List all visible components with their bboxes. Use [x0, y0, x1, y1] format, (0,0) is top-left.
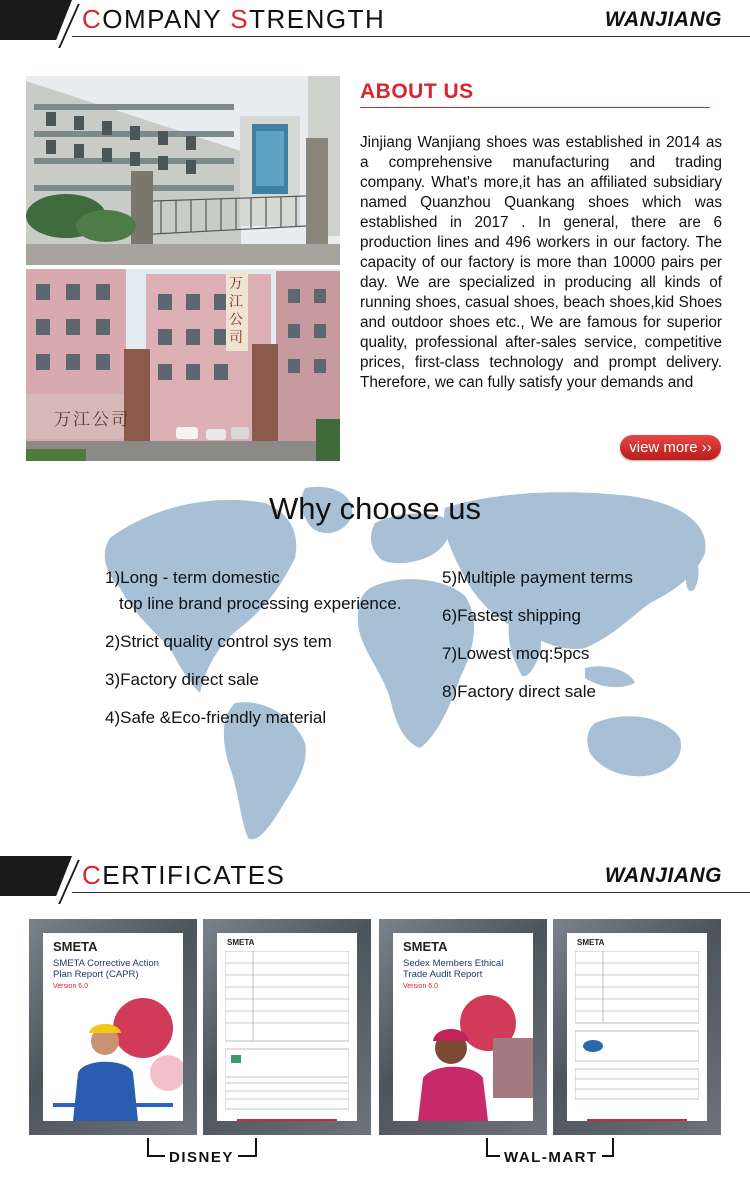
why-item-2: 2)Strict quality control sys tem [105, 632, 332, 651]
form-table [225, 951, 349, 1111]
brand-name: WANJIANG [604, 8, 722, 31]
worker-photo [393, 993, 533, 1121]
section-title: COMPANY STRENGTH [82, 4, 386, 34]
why-item-5: 5)Multiple payment terms [442, 568, 633, 587]
label-disney: DISNEY [165, 1149, 238, 1166]
section-title: CERTIFICATES [82, 860, 286, 890]
header-black-tab [0, 856, 72, 896]
why-item-7: 7)Lowest moq:5pcs [442, 644, 590, 663]
about-title: ABOUT US [360, 80, 474, 103]
header-rule [72, 892, 750, 893]
factory-gate-image [26, 76, 340, 265]
footer-line [237, 1119, 337, 1121]
why-item-3: 3)Factory direct sale [105, 670, 259, 689]
smeta-logo: SMETA [53, 939, 98, 954]
world-map-image [90, 478, 740, 848]
certificates-header [0, 856, 750, 904]
brand-name: WANJIANG [604, 864, 722, 887]
header-black-tab [0, 0, 72, 40]
company-sign-top: 万江公司 [229, 276, 243, 346]
label-walmart: WAL-MART [500, 1149, 602, 1166]
certificate-version: Version 6.0 [403, 983, 439, 990]
certificate-document [43, 933, 183, 1121]
certificate-document [567, 933, 707, 1121]
header-rule [72, 36, 750, 37]
certificate-frame-1 [29, 919, 197, 1135]
worker-photo [43, 993, 183, 1121]
smeta-logo-small: SMETA [227, 938, 255, 947]
company-strength-header [0, 0, 750, 48]
certificate-document [217, 933, 357, 1121]
view-more-button[interactable]: view more ›› [620, 435, 721, 460]
company-sign-bottom: 万江公司 [54, 410, 130, 430]
certificate-document [393, 933, 533, 1121]
factory-photo-gate [26, 76, 340, 265]
why-item-1: 1)Long - term domestic [105, 568, 280, 587]
why-item-4: 4)Safe &Eco-friendly material [105, 708, 327, 727]
form-table [575, 951, 699, 1111]
certificate-version: Version 6.0 [53, 983, 89, 990]
why-item-1-cont: top line brand processing experience. [119, 594, 402, 613]
certificate-title: Sedex Members Ethical Trade Audit Report [403, 958, 504, 980]
why-choose-us-title: Why choose us [269, 491, 481, 526]
footer-line [587, 1119, 687, 1121]
certificate-title: SMETA Corrective Action Plan Report (CAPR) [53, 958, 159, 980]
why-item-6: 6)Fastest shipping [442, 606, 581, 625]
certificate-frame-2 [203, 919, 371, 1135]
about-title-rule [360, 107, 710, 108]
smeta-logo: SMETA [403, 939, 448, 954]
smeta-logo-small: SMETA [577, 938, 605, 947]
certificate-frame-3 [379, 919, 547, 1135]
about-body: Jinjiang Wanjiang shoes was established in 2014 as a comprehensive manufacturing and trading company. What's more,it has an affiliated subsidiary named Quanzhou Quankang shoes which was established in 2017 . In general, there are 6 production lines and 496 workers in our factory. The capacity of our factory is more than 10000 pairs per day. We are specialized in producing all kinds of running shoes, casual shoes, beach shoes,kid Shoes and outdoor shoes etc., We are famous for superior quality, professional after-sales service, competitive prices, first-class technology and prompt delivery. Therefore, we can fully satisfy your demands and [360, 134, 722, 391]
factory-photo-building [26, 269, 340, 461]
certificate-frame-4 [553, 919, 721, 1135]
why-item-8: 8)Factory direct sale [442, 682, 596, 701]
factory-building-image [26, 269, 340, 461]
